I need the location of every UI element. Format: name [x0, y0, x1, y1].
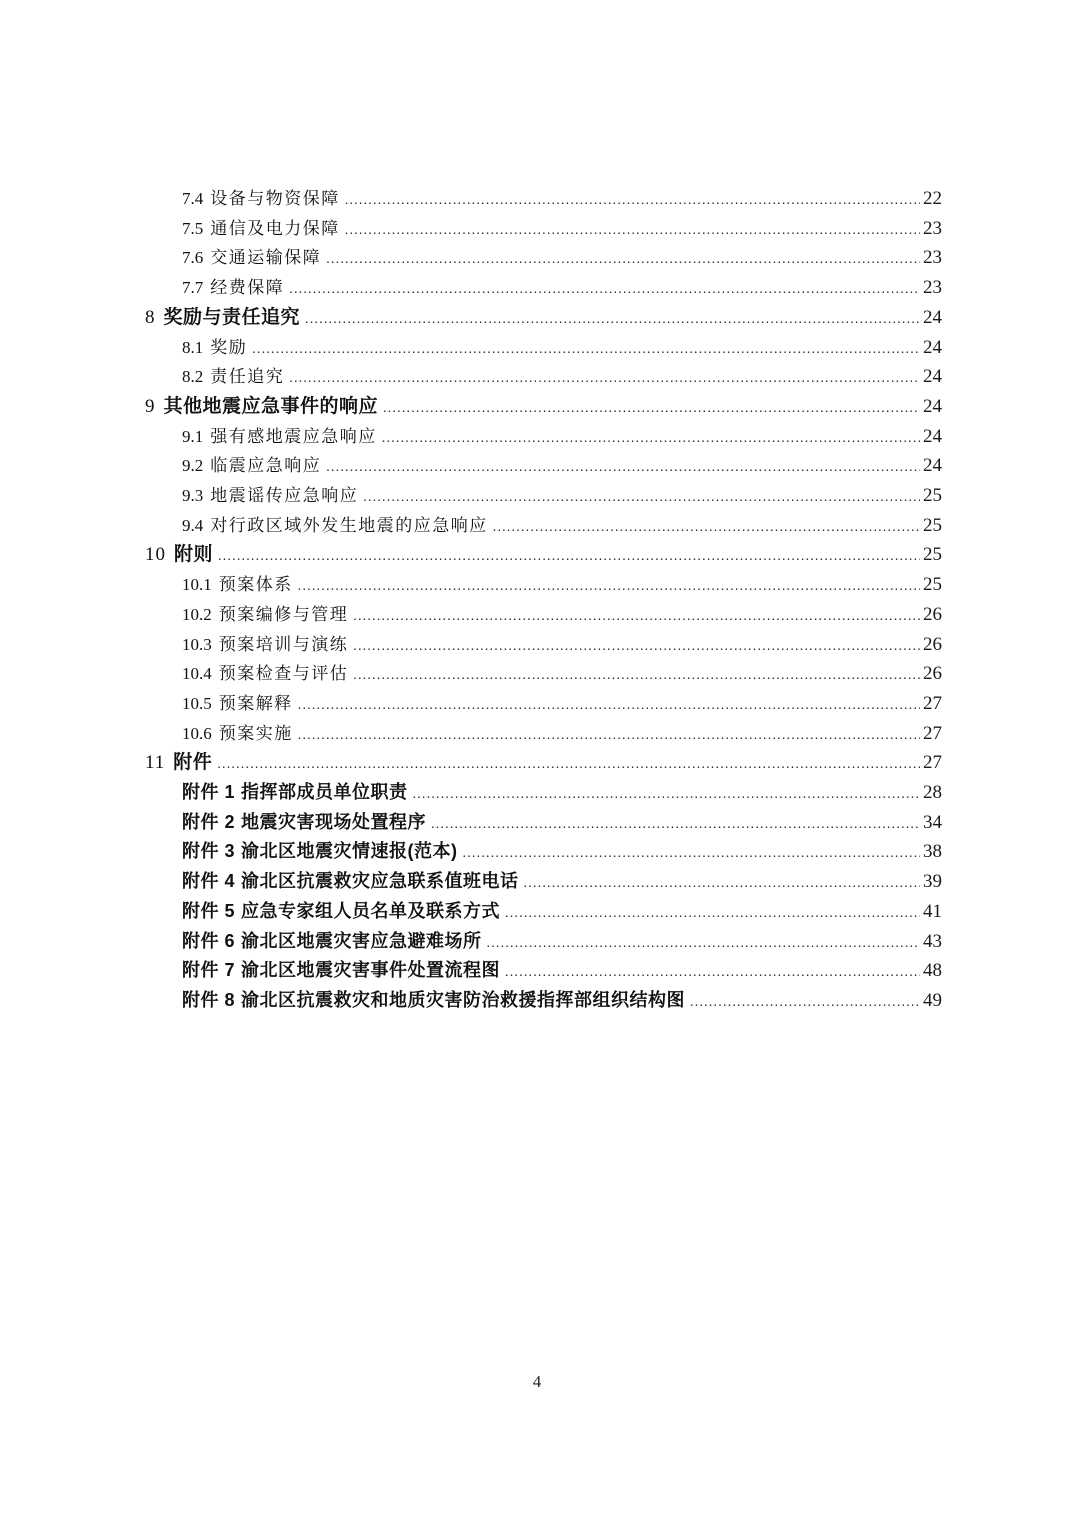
toc-entry-title: 对行政区域外发生地震的应急响应 [210, 515, 488, 535]
toc-entry-10.1[interactable] [182, 571, 942, 601]
toc-entry-附件-6[interactable] [182, 928, 942, 958]
dot-leader [382, 425, 920, 453]
toc-entry-title: 奖励 [210, 337, 248, 357]
toc-entry-title: 地震谣传应急响应 [210, 486, 359, 506]
toc-entry-number: 附件 8 [182, 989, 236, 1010]
toc-entry-page-number: 49 [923, 989, 942, 1011]
toc-entry-page-number: 39 [923, 871, 942, 893]
dot-leader [345, 187, 920, 215]
toc-entry-title: 渝北区地震灾害事件处置流程图 [241, 960, 501, 981]
dot-leader [363, 484, 920, 512]
toc-entry-page-number: 25 [923, 574, 942, 596]
toc-entry-7.7[interactable] [182, 274, 942, 304]
toc-entry-number: 10.6 [182, 723, 212, 743]
toc-entry-title: 指挥部成员单位职责 [241, 782, 408, 803]
toc-entry-title: 通信及电力保障 [210, 218, 340, 238]
toc-entry-title: 地震灾害现场处置程序 [241, 811, 427, 832]
toc-entry-7.4[interactable] [182, 185, 942, 215]
toc-entry-number: 7.7 [182, 278, 204, 298]
toc-entry-title: 责任追究 [210, 367, 285, 387]
toc-entry-page-number: 25 [923, 485, 942, 507]
toc-entry-page-number: 23 [923, 217, 942, 239]
toc-entry-page-number: 27 [923, 722, 942, 744]
toc-entry-number: 7.4 [182, 189, 204, 208]
toc-entry-8.1[interactable] [182, 334, 942, 364]
toc-entry-7.6[interactable] [182, 244, 942, 274]
table-of-contents [145, 185, 942, 1017]
dot-leader [690, 989, 920, 1017]
toc-entry-page-number: 24 [923, 395, 942, 417]
toc-entry-附件-3[interactable] [182, 838, 942, 868]
toc-entry-title: 奖励与责任追究 [163, 306, 301, 328]
toc-entry-number: 11 [145, 752, 166, 774]
toc-entry-page-number: 22 [923, 188, 942, 209]
toc-entry-page-number: 24 [923, 336, 942, 358]
page-footer [0, 1372, 1074, 1392]
toc-entry-number: 9.4 [182, 515, 204, 535]
toc-entry-page-number: 38 [923, 841, 942, 863]
toc-entry-title: 交通运输保障 [210, 248, 322, 268]
toc-entry-9.3[interactable] [182, 482, 942, 512]
toc-entry-page-number: 28 [923, 782, 942, 804]
toc-entry-9.2[interactable] [182, 452, 942, 482]
toc-entry-number: 10.3 [182, 634, 212, 654]
dot-leader [298, 722, 920, 750]
toc-entry-page-number: 24 [923, 366, 942, 388]
toc-entry-number: 10 [145, 544, 166, 566]
toc-entry-page-number: 26 [923, 663, 942, 685]
toc-entry-title: 预案检查与评估 [218, 664, 349, 684]
toc-entry-附件-8[interactable] [182, 987, 942, 1017]
toc-entry-page-number: 27 [923, 692, 942, 714]
toc-entry-number: 10.1 [182, 575, 212, 595]
dot-leader [353, 662, 920, 690]
toc-entry-page-number: 41 [923, 900, 942, 922]
toc-entry-number: 附件 7 [182, 960, 236, 981]
toc-entry-10.2[interactable] [182, 601, 942, 631]
toc-entry-number: 9 [145, 395, 156, 417]
toc-entry-title: 设备与物资保障 [210, 189, 340, 208]
dot-leader [524, 870, 920, 898]
dot-leader [345, 217, 920, 245]
toc-entry-page-number: 23 [923, 277, 942, 299]
toc-entry-number: 9.3 [182, 486, 204, 506]
dot-leader [298, 692, 920, 720]
dot-leader [505, 959, 920, 987]
dot-leader [217, 751, 920, 779]
dot-leader [298, 573, 920, 601]
toc-entry-number: 附件 1 [182, 782, 236, 803]
toc-entry-10.4[interactable] [182, 660, 942, 690]
dot-leader [289, 365, 920, 393]
toc-entry-page-number: 26 [923, 603, 942, 625]
toc-entry-page-number: 25 [923, 544, 942, 566]
toc-entry-title: 强有感地震应急响应 [210, 426, 377, 446]
dot-leader [431, 811, 920, 839]
toc-entry-title: 渝北区地震灾情速报(范本) [241, 841, 458, 862]
toc-entry-附件-4[interactable] [182, 868, 942, 898]
toc-entry-page-number: 27 [923, 752, 942, 774]
toc-entry-8[interactable] [145, 304, 942, 334]
toc-entry-page-number: 24 [923, 306, 942, 328]
toc-entry-10.6[interactable] [182, 720, 942, 750]
dot-leader [493, 514, 920, 542]
toc-entry-title: 应急专家组人员名单及联系方式 [241, 900, 501, 921]
toc-entry-page-number: 34 [923, 811, 942, 833]
toc-entry-title: 预案实施 [218, 723, 293, 743]
toc-entry-title: 预案解释 [218, 693, 293, 713]
dot-leader [353, 603, 920, 631]
toc-entry-10.3[interactable] [182, 631, 942, 661]
toc-entry-number: 7.6 [182, 248, 204, 268]
toc-entry-附件-5[interactable] [182, 898, 942, 928]
toc-entry-page-number: 25 [923, 514, 942, 536]
toc-entry-title: 其他地震应急事件的响应 [163, 395, 379, 417]
toc-entry-附件-1[interactable] [182, 779, 942, 809]
dot-leader [487, 930, 920, 958]
toc-entry-number: 附件 4 [182, 871, 236, 892]
toc-entry-page-number: 43 [923, 930, 942, 952]
toc-entry-10[interactable] [145, 541, 942, 571]
dot-leader [326, 246, 920, 274]
toc-entry-number: 附件 3 [182, 841, 236, 862]
dot-leader [413, 781, 920, 809]
toc-entry-number: 9.1 [182, 426, 204, 446]
dot-leader [463, 840, 920, 868]
toc-entry-number: 8.1 [182, 337, 204, 357]
toc-entry-title: 渝北区地震灾害应急避难场所 [241, 930, 482, 951]
toc-entry-title: 预案体系 [218, 575, 293, 595]
toc-entry-page-number: 24 [923, 455, 942, 477]
dot-leader [218, 543, 920, 571]
dot-leader [326, 454, 920, 482]
toc-entry-title: 预案培训与演练 [218, 634, 349, 654]
toc-entry-9.4[interactable] [182, 512, 942, 542]
dot-leader [252, 336, 920, 364]
toc-entry-8.2[interactable] [182, 363, 942, 393]
toc-entry-number: 附件 5 [182, 900, 236, 921]
toc-entry-11[interactable] [145, 749, 942, 779]
toc-entry-title: 经费保障 [210, 278, 285, 298]
toc-entry-number: 7.5 [182, 218, 204, 238]
toc-entry-9[interactable] [145, 393, 942, 423]
toc-entry-page-number: 48 [923, 960, 942, 982]
toc-entry-title: 预案编修与管理 [218, 604, 349, 624]
toc-entry-title: 附则 [174, 544, 214, 566]
dot-leader [289, 276, 920, 304]
toc-entry-10.5[interactable] [182, 690, 942, 720]
dot-leader [305, 306, 920, 334]
toc-entry-number: 附件 6 [182, 930, 236, 951]
toc-entry-9.1[interactable] [182, 423, 942, 453]
dot-leader [383, 395, 920, 423]
toc-entry-7.5[interactable] [182, 215, 942, 245]
toc-entry-page-number: 23 [923, 247, 942, 269]
toc-entry-number: 8 [145, 306, 156, 328]
toc-entry-number: 10.5 [182, 693, 212, 713]
toc-entry-number: 8.2 [182, 367, 204, 387]
toc-entry-附件-7[interactable] [182, 957, 942, 987]
toc-entry-title: 渝北区抗震救灾应急联系值班电话 [241, 871, 519, 892]
toc-entry-number: 附件 2 [182, 811, 236, 832]
toc-entry-title: 临震应急响应 [210, 456, 322, 476]
toc-entry-title: 附件 [173, 752, 213, 774]
dot-leader [505, 900, 920, 928]
dot-leader [353, 633, 920, 661]
footer-page-number: 4 [532, 1372, 542, 1391]
toc-entry-附件-2[interactable] [182, 809, 942, 839]
toc-entry-page-number: 24 [923, 425, 942, 447]
toc-entry-number: 10.4 [182, 664, 212, 684]
toc-entry-number: 9.2 [182, 456, 204, 476]
toc-entry-number: 10.2 [182, 604, 212, 624]
toc-entry-title: 渝北区抗震救灾和地质灾害防治救援指挥部组织结构图 [241, 989, 686, 1010]
toc-entry-page-number: 26 [923, 633, 942, 655]
